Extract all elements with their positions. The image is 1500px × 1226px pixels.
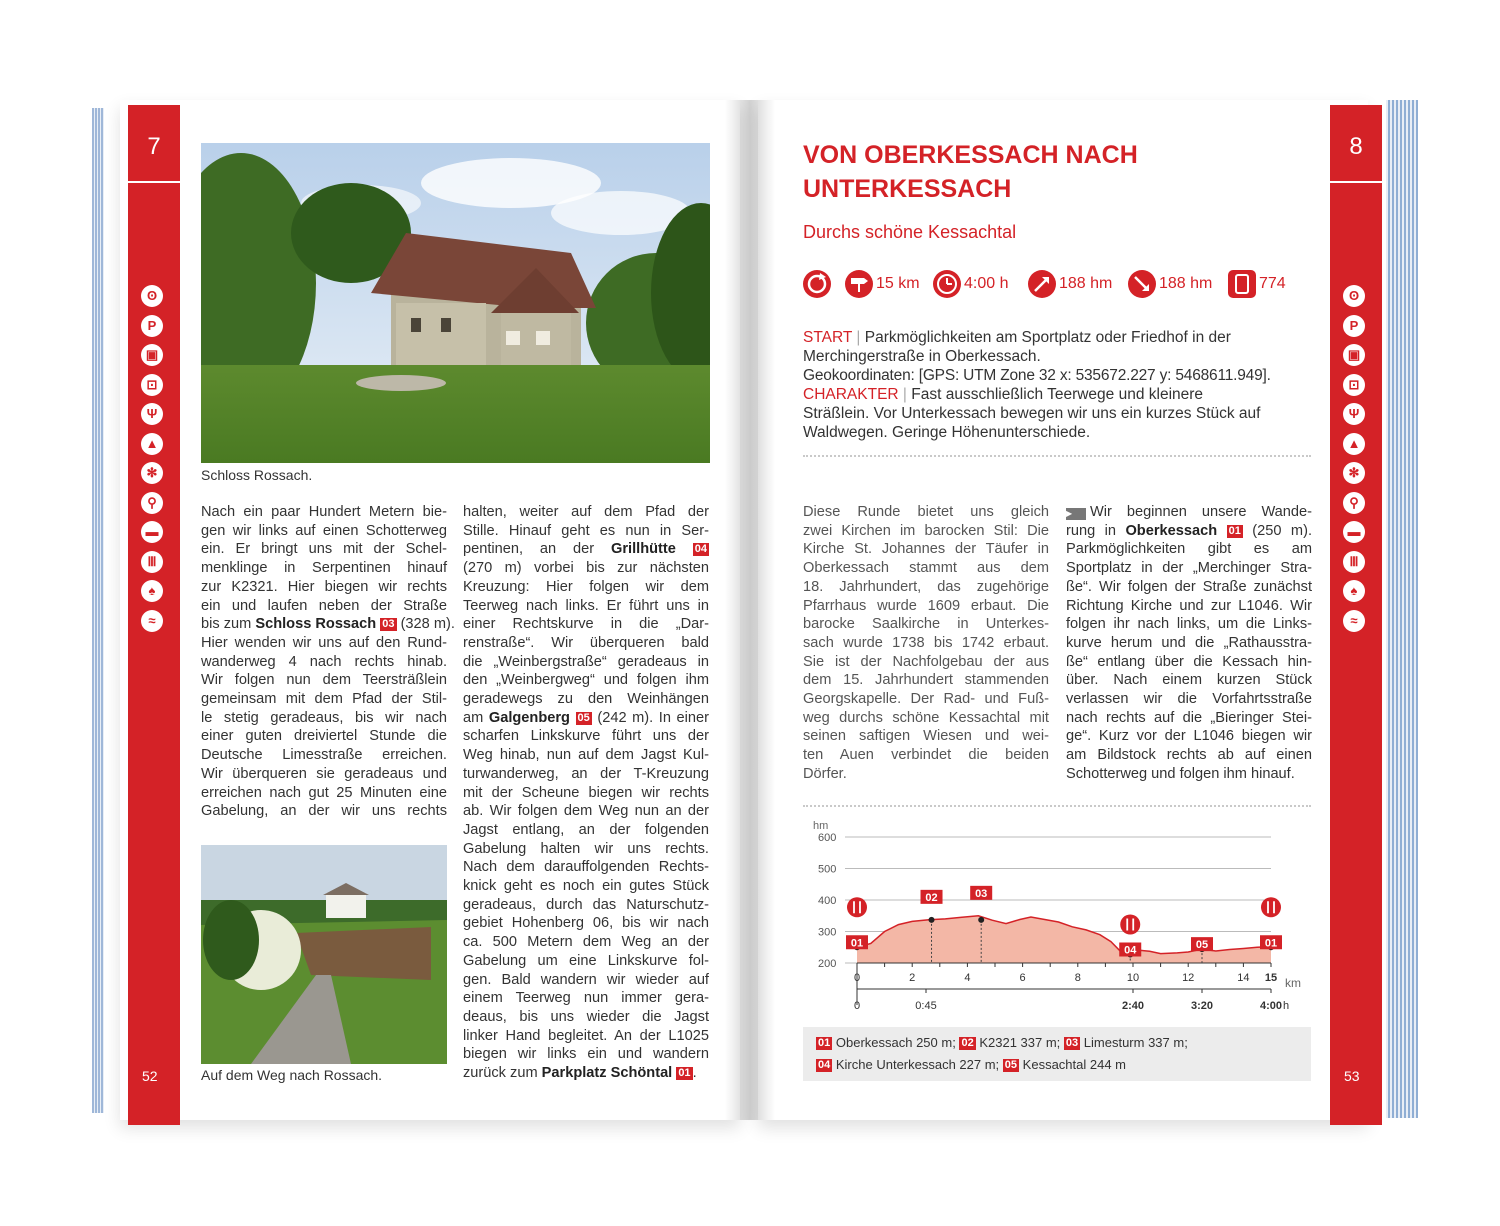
section-divider <box>803 455 1311 457</box>
text-line: Gabelung um eine Linkskurve fol- <box>463 952 709 969</box>
duration-stat <box>933 270 1008 298</box>
text-line: menklinge in Serpentinen hinauf <box>201 560 447 577</box>
text-line: ein. Er bringt uns mit der Schel- <box>201 541 447 558</box>
geo-coordinates: Geokoordinaten: [GPS: UTM Zone 32 x: 535672.227 y: 5468611.949]. <box>803 367 1271 384</box>
bear-icon: ʘ <box>1343 285 1365 307</box>
waypoint-legend <box>803 1027 1311 1081</box>
bike-icon: ⚲ <box>141 492 163 514</box>
waypoint-badge: 01 <box>818 1037 831 1049</box>
text-fragment: (328 m). <box>396 616 455 633</box>
intro-column <box>803 503 1049 784</box>
route-column <box>1066 503 1312 784</box>
museum-icon: Ⅲ <box>141 551 163 573</box>
phone-icon <box>1228 270 1256 298</box>
elevation-profile-svg <box>803 807 1311 1025</box>
time-tick-label: 0 <box>853 1000 861 1012</box>
text-line: Jagst entlang, an der folgenden <box>463 821 709 838</box>
category-icon-strip <box>141 285 167 639</box>
x-tick-label: 8 <box>1074 972 1081 984</box>
bike-icon: ⚲ <box>1343 492 1365 514</box>
loop-icon <box>803 270 831 298</box>
loop-stat <box>803 270 834 298</box>
text-line: zur K2321. Hier biegen wir rechts <box>201 578 447 595</box>
ascent-stat <box>1028 270 1112 298</box>
text-line: renstraße“. Wir überqueren bald <box>463 634 709 651</box>
text-line: kurve herum und die „Rathausstra- <box>1066 634 1312 651</box>
elevation-chart <box>803 805 1311 1082</box>
museum-icon: Ⅲ <box>1343 551 1365 573</box>
text-line: zwei Kirchen im barocken Stil: Die <box>803 522 1049 539</box>
place-name: Parkplatz Schöntal <box>541 1065 673 1082</box>
text-line: Pfarrhaus wurde 1609 erbaut. Die <box>803 597 1049 614</box>
text-line <box>1066 522 1312 541</box>
text-line: verlassen wir die Vorfahrtsstraße <box>1066 691 1312 708</box>
title-line: VON OBERKESSACH NACH <box>803 141 1138 169</box>
text-fragment: Wir beginnen unsere Wande- <box>1090 504 1312 520</box>
waypoint-label: 02 <box>925 891 938 904</box>
book-gutter <box>725 100 775 1120</box>
legend-entry: Limesturm 337 m; <box>1083 1035 1188 1050</box>
text-line: Weg hinab, nun auf dem Jagst Kul- <box>463 747 709 764</box>
text-fragment: (250 m). <box>1242 522 1313 539</box>
text-line: seinen saftigen Wiesen und wei- <box>803 728 1049 745</box>
place-name: Galgenberg <box>488 709 570 726</box>
text-line: le stetig geradeaus, bis wir nach <box>201 709 447 726</box>
y-tick-label: 200 <box>818 958 837 970</box>
tree-icon: ♠ <box>1343 580 1365 602</box>
x-tick-label: 10 <box>1126 972 1140 984</box>
restaurant-icon <box>1261 897 1281 917</box>
snowflake-icon: ✻ <box>1343 462 1365 484</box>
waypoint-badge: 03 <box>1065 1037 1079 1049</box>
place-name: Grillhütte <box>611 541 676 558</box>
text-line: Kreuzung: Hier folgen wir dem <box>463 578 709 595</box>
text-column-1 <box>201 503 455 821</box>
text-line: linker Hand begleitet. An der L1025 <box>463 1027 709 1044</box>
text-line: ße“. Wir folgen der Straße zunächst <box>1066 578 1312 595</box>
y-tick-label: 400 <box>818 895 837 907</box>
character-line: CHARAKTER | Fast ausschließlich Teerwege und kleinere <box>803 386 1204 403</box>
text-line: ein und laufen neben der Straße <box>201 597 447 614</box>
y-tick-label: 500 <box>818 863 837 876</box>
text-line: Wir überqueren sie geradeaus und <box>201 765 447 782</box>
x-tick-label: 4 <box>964 972 971 984</box>
start-text: Parkmöglichkeiten am Sportplatz oder Friedhof in der <box>864 329 1231 346</box>
waypoint-badge: 01 <box>1228 524 1241 537</box>
descent-value: 188 hm <box>1159 275 1213 292</box>
descent-icon <box>1128 270 1156 298</box>
text-line: ten Auen verbindet die beiden <box>803 747 1049 764</box>
path-photo <box>201 845 447 1064</box>
signpost-icon <box>845 270 873 298</box>
text-line: Hier wenden wir uns auf den Rund- <box>201 634 447 651</box>
x-axis-label: km <box>1285 976 1301 990</box>
text-line: einer Rechtskurve in die „Dar- <box>463 616 709 633</box>
x-tick-label: 12 <box>1182 972 1195 984</box>
text-line: biegen wir links ein und wandern <box>463 1046 709 1063</box>
text-fragment: pentinen, an der <box>463 541 611 558</box>
legend-line <box>816 1035 1188 1050</box>
time-tick-label: 3:20 <box>1190 1000 1214 1012</box>
duration-value: 4:00 h <box>964 275 1009 292</box>
text-line <box>1066 503 1312 522</box>
text-line: deaus, bis uns wieder die Jagst <box>463 1008 709 1025</box>
y-tick-label: 300 <box>818 926 837 939</box>
text-line: Oberkessach stammt aus dem <box>803 560 1049 577</box>
ascent-value: 188 hm <box>1059 275 1113 292</box>
text-line: weg durchs schöne Kessachtal mit <box>803 709 1049 726</box>
text-line: Nach ein paar Hundert Metern bie- <box>201 504 447 520</box>
text-line: den „Weinbergweg“ und folgen ihm <box>463 672 709 689</box>
legend-line <box>816 1057 1126 1072</box>
text-line <box>463 709 709 728</box>
text-line: über. Nach einem kurzen Stück <box>1066 672 1312 689</box>
swimming-icon: ≈ <box>141 610 163 632</box>
text-line: 18. Jahrhundert, das zugehörige <box>803 578 1049 595</box>
bus-icon: ▣ <box>141 344 163 366</box>
tour-number-tab: 8 <box>1349 133 1363 160</box>
parking-icon: P <box>1343 315 1365 337</box>
text-fragment: bis zum <box>201 616 256 633</box>
descent-stat <box>1128 270 1212 298</box>
text-line: Schotterweg und folgen ihm hinauf. <box>1066 765 1295 782</box>
text-line: Stille. Hinauf geht es nun in Ser- <box>463 522 709 539</box>
character-text: Fast ausschließlich Teerwege und kleinere <box>911 386 1204 403</box>
x-tick-label: 14 <box>1237 972 1250 984</box>
restaurant-icon <box>1120 914 1140 934</box>
play-icon: ▶ <box>1066 508 1086 520</box>
bed-icon: ▬ <box>141 521 163 543</box>
distance-value: 15 km <box>876 275 920 292</box>
restaurant-icon: Ψ <box>1343 403 1365 425</box>
text-fragment: (242 m). In einer <box>591 709 709 726</box>
text-line: nach rechts auf die „Bieringer Stei- <box>1066 709 1312 726</box>
parking-icon: P <box>141 315 163 337</box>
basket-icon: ⊡ <box>141 374 163 396</box>
text-line: halten, weiter auf dem Pfad der <box>463 504 709 520</box>
text-line: Sportplatz in der „Merchinger Stra- <box>1066 560 1312 577</box>
text-line: Kirche St. Johannes der Täufer in <box>803 541 1049 558</box>
text-fragment: am <box>463 709 489 726</box>
text-line: Deutsche Limesstraße erreichen. <box>201 747 447 764</box>
text-line: dem 15. Jahrhundert stammenden <box>803 672 1049 689</box>
text-line <box>201 615 455 634</box>
text-line: knick geht es noch ein gutes Stück <box>463 878 709 895</box>
text-line: Teerweg nach links. Er führt uns in <box>463 597 709 614</box>
text-line: turwanderweg, an der T-Kreuzung <box>463 765 709 782</box>
text-line: Richtung Kirche und zur L1046. Wir <box>1066 597 1312 614</box>
book-page-edges-left <box>92 108 104 1113</box>
title-line: UNTERKESSACH <box>803 175 1012 203</box>
time-tick-label: 2:40 <box>1121 1000 1145 1012</box>
place-name: Schloss Rossach <box>255 616 377 633</box>
text-line: ge“. Kurz vor der L1046 biegen wir <box>1066 728 1312 745</box>
text-line: Parkmöglichkeiten gibt es am <box>1066 541 1312 558</box>
legend-entry: Kirche Unterkessach 227 m; <box>835 1057 1000 1072</box>
waypoint-badge: 03 <box>382 618 395 631</box>
start-label: START <box>803 329 853 346</box>
time-tick-label: 0:45 <box>915 1000 937 1012</box>
tour-info-block <box>803 328 1315 442</box>
x-tick-label: 15 <box>1264 972 1278 984</box>
clock-icon <box>933 270 961 298</box>
page-number: 53 <box>1344 1068 1360 1084</box>
basket-icon: ⊡ <box>1343 374 1365 396</box>
tent-icon: ▲ <box>1343 433 1365 455</box>
text-line: gebiet Hohenberg 06, bis wir nach <box>463 915 709 932</box>
legend-entry: K2321 337 m; <box>979 1035 1061 1050</box>
waypoint-marker <box>929 917 935 923</box>
text-line: am Bildstock rechts ab auf einen <box>1066 747 1312 764</box>
text-line: Nach dem darauffolgenden Rechts- <box>463 859 709 876</box>
text-line: Georgskapelle. Der Rad- und Fuß- <box>803 691 1049 708</box>
legend-entry: Kessachtal 244 m <box>1022 1057 1127 1072</box>
tour-title <box>803 138 1283 206</box>
category-icon-strip <box>1343 285 1369 639</box>
text-line: gen wir links auf einen Schotterweg <box>201 522 447 539</box>
waypoint-label: 03 <box>975 887 988 900</box>
bus-icon: ▣ <box>1343 344 1365 366</box>
text-line: Wir folgen nun dem Teersträßlein <box>201 672 447 689</box>
time-tick-label: 4:00 <box>1259 1000 1283 1012</box>
waypoint-label: 04 <box>1124 944 1137 957</box>
text-fragment: zurück zum <box>463 1065 542 1082</box>
text-line: geradeaus, durch das Naturschutz- <box>463 896 709 913</box>
tree-icon: ♠ <box>141 580 163 602</box>
tour-id-value: 774 <box>1259 275 1286 292</box>
text-line: gemeinsam mit dem Pfad der Stil- <box>201 691 447 708</box>
start-line: START | Parkmöglichkeiten am Sportplatz oder Friedhof in der <box>803 329 1231 346</box>
waypoint-label: 01 <box>850 937 864 950</box>
text-line: Sie ist der Nachfolgebau der aus <box>803 653 1049 670</box>
waypoint-badge: 05 <box>577 711 590 724</box>
text-line: wanderweg 4 nach rechts hinab. <box>201 653 447 670</box>
ascent-icon <box>1028 270 1056 298</box>
waypoint-badge: 01 <box>678 1067 691 1080</box>
snowflake-icon: ✻ <box>141 462 163 484</box>
x-tick-label: 2 <box>909 972 916 984</box>
bed-icon: ▬ <box>1343 521 1365 543</box>
text-line: sach wurde 1738 bis 1742 erbaut. <box>803 634 1049 651</box>
character-text: Waldwegen. Geringe Höhenunterschiede. <box>803 424 1091 441</box>
text-line: barocke Saalkirche in Unterkes- <box>803 616 1049 633</box>
text-line: gen. Bald wandern wir wieder auf <box>463 971 709 988</box>
text-line: einer guten dreiviertel Stunde die <box>201 728 447 745</box>
photo-caption: Schloss Rossach. <box>201 467 313 483</box>
text-line <box>463 1064 709 1083</box>
castle-photo <box>201 143 710 463</box>
text-line: ca. 500 Metern dem Weg an der <box>463 934 709 951</box>
text-line: Gabelung halten wir uns rechts. <box>463 840 709 857</box>
text-line: erreichen nach gut 25 Minuten eine <box>201 784 447 801</box>
photo-caption: Auf dem Weg nach Rossach. <box>201 1067 383 1083</box>
text-line: die „Weinbergstraße“ geradeaus in <box>463 653 709 670</box>
text-line: ab. Wir folgen dem Weg nun an der <box>463 803 709 820</box>
restaurant-icon: Ψ <box>141 403 163 425</box>
book-page-edges-right <box>1386 100 1418 1118</box>
left-red-sidebar <box>128 105 180 1125</box>
character-text: Sträßlein. Vor Unterkessach bewegen wir uns ein kurzes Stück auf <box>803 405 1261 422</box>
waypoint-badge: 02 <box>961 1037 974 1049</box>
tent-icon: ▲ <box>141 433 163 455</box>
waypoint-badge: 04 <box>694 543 707 556</box>
y-tick-label: 600 <box>818 832 837 844</box>
tour-subtitle: Durchs schöne Kessachtal <box>803 222 1017 242</box>
bear-icon: ʘ <box>141 285 163 307</box>
waypoint-label: 05 <box>1195 939 1209 952</box>
tour-id-stat <box>1228 270 1286 298</box>
text-column-2 <box>463 503 709 1083</box>
text-line: Dörfer. <box>803 765 847 782</box>
text-line: einem Teerweg nun immer gera- <box>463 990 709 1007</box>
distance-stat <box>845 270 920 298</box>
swimming-icon: ≈ <box>1343 610 1365 632</box>
tab-divider <box>128 181 180 183</box>
legend-entry: Oberkessach 250 m; <box>835 1035 956 1050</box>
text-line: mit der Scheune biegen wir rechts <box>463 784 709 801</box>
character-label: CHARAKTER <box>803 386 899 403</box>
text-line: Gabelung, an der wir uns rechts <box>201 803 447 820</box>
place-name: Oberkessach <box>1125 522 1218 539</box>
x-tick-label: 6 <box>1019 972 1026 984</box>
text-fragment: rung in <box>1066 522 1126 539</box>
y-axis-label: hm <box>813 820 829 832</box>
tab-divider <box>1330 181 1382 183</box>
text-line: (270 m) vorbei bis zur nächsten <box>463 560 709 577</box>
text-line <box>463 540 709 559</box>
waypoint-marker <box>978 917 984 923</box>
time-unit-label: h <box>1283 1000 1290 1012</box>
waypoint-label: 01 <box>1264 937 1278 950</box>
text-line: ße“ entlang über die Kessach hin- <box>1066 653 1312 670</box>
x-tick-label: 0 <box>853 972 861 984</box>
restaurant-icon <box>847 897 867 917</box>
tour-number-tab: 7 <box>147 133 161 160</box>
tour-stats <box>803 270 1323 300</box>
right-red-sidebar <box>1330 105 1382 1125</box>
start-text: Merchingerstraße in Oberkessach. <box>803 348 1041 365</box>
text-fragment: . <box>692 1065 697 1082</box>
text-line: geradewegs zu den Weinhängen <box>463 691 709 708</box>
page-number: 52 <box>142 1068 158 1084</box>
text-line: Diese Runde bietet uns gleich <box>803 504 1049 520</box>
text-line: scharfen Linkskurve führt uns der <box>463 728 709 745</box>
waypoint-badge: 04 <box>818 1059 831 1071</box>
text-line: folgen ihr nach links, um die Links- <box>1066 616 1312 633</box>
waypoint-badge: 05 <box>1004 1059 1018 1071</box>
